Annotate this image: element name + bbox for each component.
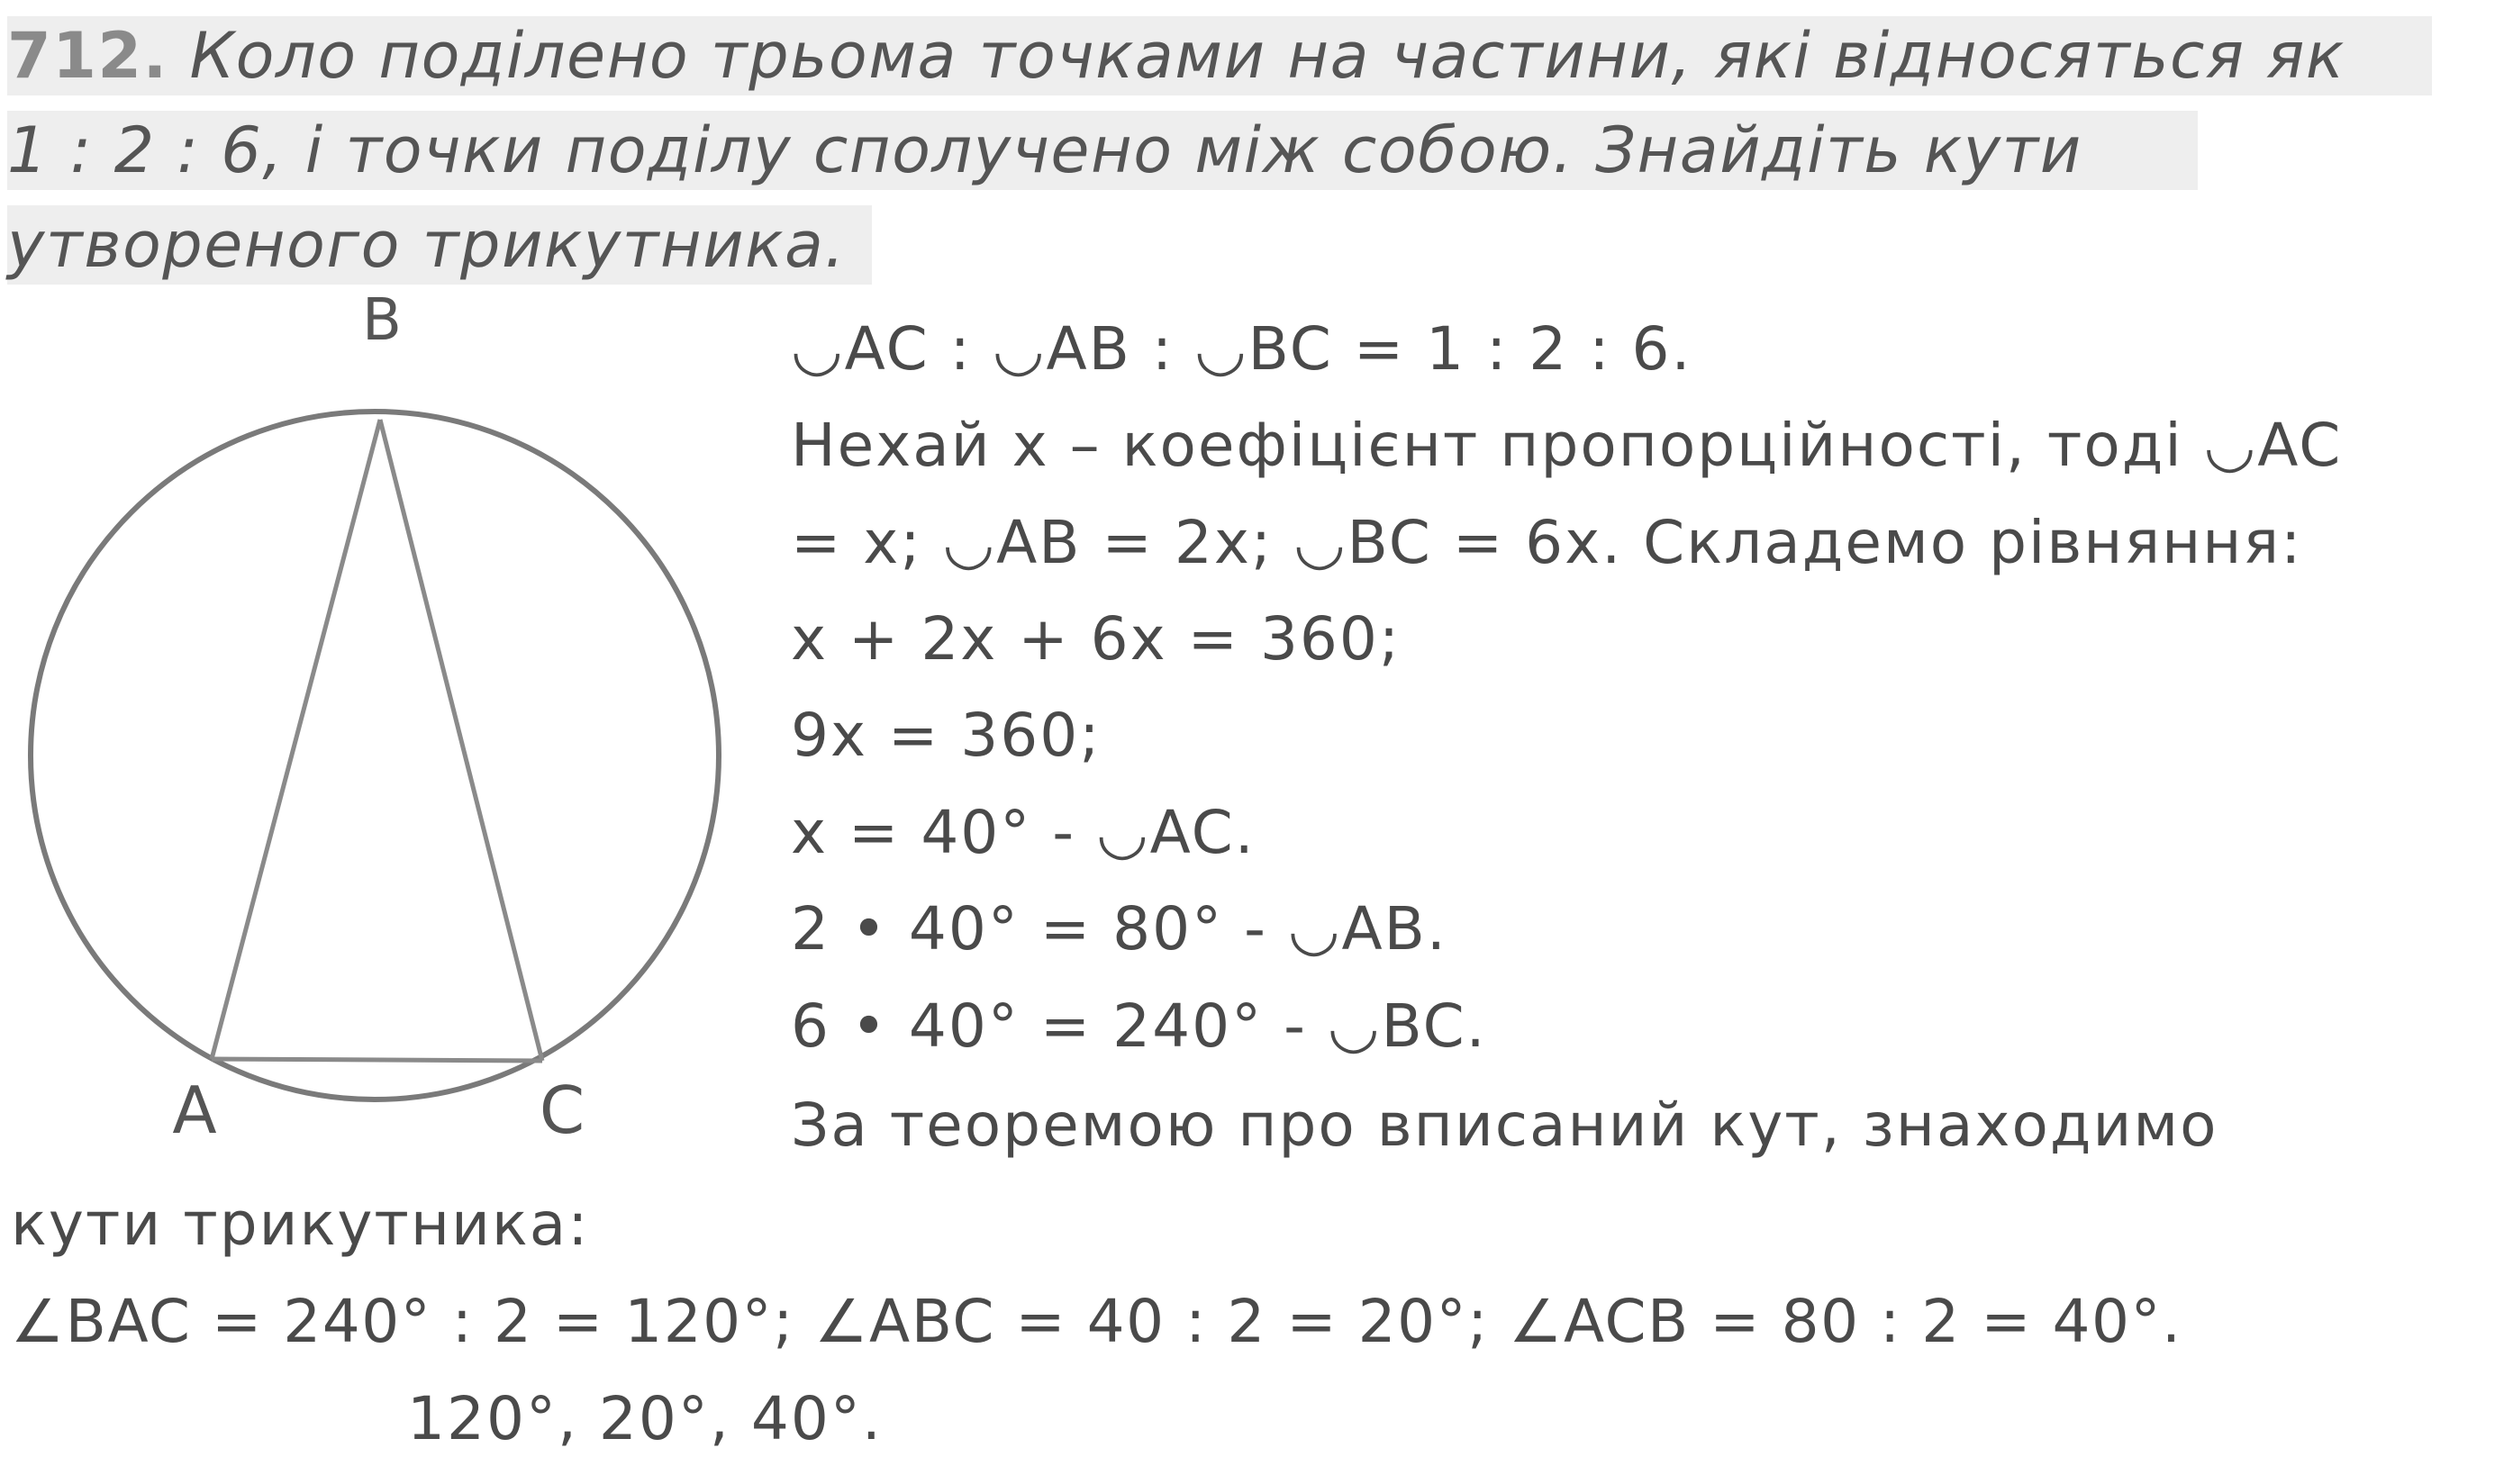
triangle-in-circle-diagram bbox=[0, 297, 775, 1162]
side-bc bbox=[380, 420, 542, 1061]
solution-line-3: = х; ◡AB = 2х; ◡BC = 6х. Складемо рівняння: bbox=[791, 508, 2303, 577]
problem-line-2 bbox=[7, 111, 2198, 190]
solution-line-8: 6 • 40° = 240° - ◡BC. bbox=[791, 991, 1487, 1061]
problem-number: 712. bbox=[7, 19, 168, 93]
solution-line-5: 9х = 360; bbox=[791, 701, 1102, 770]
side-ac bbox=[212, 1059, 542, 1061]
side-ab bbox=[212, 420, 380, 1059]
solution-line-10: кути трикутника: bbox=[11, 1190, 590, 1259]
solution-line-4: х + 2х + 6х = 360; bbox=[791, 604, 1402, 674]
problem-text-3: утвореного трикутника. bbox=[7, 208, 847, 282]
problem-text-1: Коло поділено трьома точками на частини, які відносяться як bbox=[189, 19, 2345, 93]
problem-statement bbox=[0, 0, 2504, 306]
label-b: B bbox=[362, 297, 402, 354]
answer: 120°, 20°, 40°. bbox=[407, 1384, 883, 1453]
solution-line-6: х = 40° - ◡AC. bbox=[791, 798, 1256, 867]
problem-line-3 bbox=[7, 205, 872, 285]
circle bbox=[31, 412, 719, 1099]
solution-line-9: За теоремою про вписаний кут, знаходимо bbox=[791, 1090, 2218, 1160]
solution-line-11: ∠BAC = 240° : 2 = 120°; ∠ABC = 40 : 2 = 20°; ∠ACB = 80 : 2 = 40°. bbox=[11, 1287, 2182, 1356]
problem-line-1 bbox=[7, 16, 2432, 95]
problem-text-2: 1 : 2 : 6, і точки поділу сполучено між собою. Знайдіть кути bbox=[7, 113, 2082, 187]
solution-line-1: ◡AC : ◡AB : ◡BC = 1 : 2 : 6. bbox=[791, 314, 1692, 384]
label-a: A bbox=[172, 1072, 217, 1148]
solution-line-2: Нехай х – коефіцієнт пропорційності, тоді ◡AC bbox=[791, 411, 2343, 480]
label-c: C bbox=[539, 1072, 585, 1148]
solution-line-7: 2 • 40° = 80° - ◡AB. bbox=[791, 894, 1447, 964]
